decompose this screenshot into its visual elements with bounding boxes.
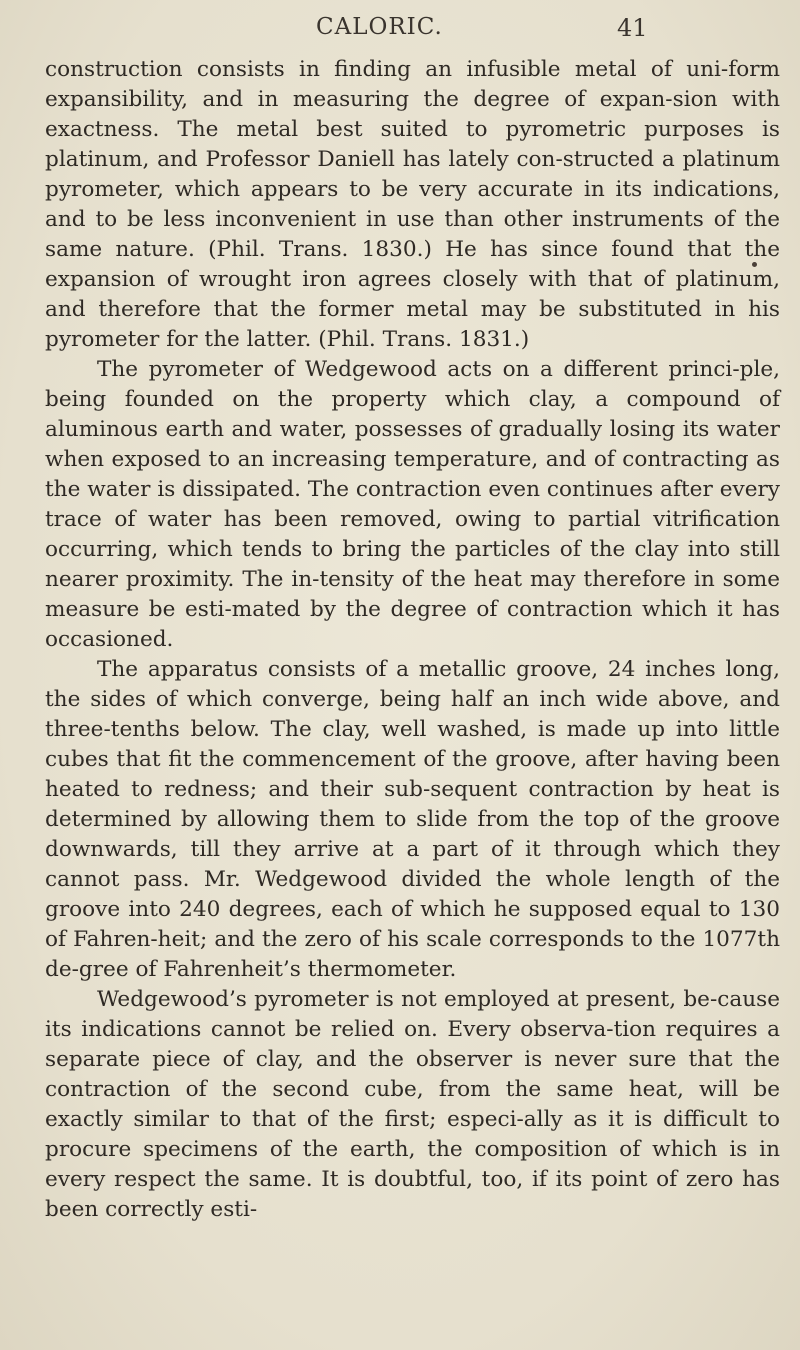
- paragraph-4: Wedgewood’s pyrometer is not employed at present, be-cause its indications cannot be relied on. Every observa-tion requires a separate piece of clay, and the observer is never sure that the contraction of the second cube, from the same heat, will be exactly similar to that of the first; especi-ally as it is difficult to procure specimens of the earth, the composition of which is in every respect the same. It is doubtful, too, if its point of zero has been correctly esti-: [45, 987, 780, 1222]
- page-number: 41: [617, 14, 648, 42]
- paragraph-1: construction consists in finding an infusible metal of uni-form expansibility, and in measuring the degree of expan-sion with exactness. The metal best suited to pyrometric purposes is platinum, and Professor Daniell has lately con-structed a platinum pyrometer, which appears to be very accurate in its indications, and to be less inconvenient in use than other instruments of the same nature. (Phil. Trans. 1830.) He has since found that the expansion of wrought iron agrees closely with that of platinum, and therefore that the former metal may be substituted in his pyrometer for the latter. (Phil. Trans. 1831.): [45, 57, 780, 352]
- paragraph-3: The apparatus consists of a metallic groove, 24 inches long, the sides of which converge, being half an inch wide above, and three-tenths below. The clay, well washed, is made up into little cubes that fit the commencement of the groove, after having been heated to redness; and their sub-sequent contraction by heat is determined by allowing them to slide from the top of the groove downwards, till they arrive at a part of it through which they cannot pass. Mr. Wedgewood divided the whole length of the groove into 240 degrees, each of which he supposed equal to 130 of Fahren-heit; and the zero of his scale corresponds to the 1077th de-gree of Fahrenheit’s thermometer.: [45, 657, 780, 982]
- paragraph-2: The pyrometer of Wedgewood acts on a different princi-ple, being founded on the property which clay, a compound of aluminous earth and water, possesses of gradually losing its water when exposed to an increasing temperature, and of contracting as the water is dissipated. The contraction even continues after every trace of water has been removed, owing to partial vitrification occurring, which tends to bring the particles of the clay into still nearer proximity. The in-tensity of the heat may therefore in some measure be esti-mated by the degree of contraction which it has occasioned.: [45, 357, 780, 652]
- page-header: [0, 14, 800, 54]
- body-text: [45, 55, 780, 1225]
- running-head: CALORIC.: [316, 14, 443, 40]
- ink-spot: [752, 262, 757, 267]
